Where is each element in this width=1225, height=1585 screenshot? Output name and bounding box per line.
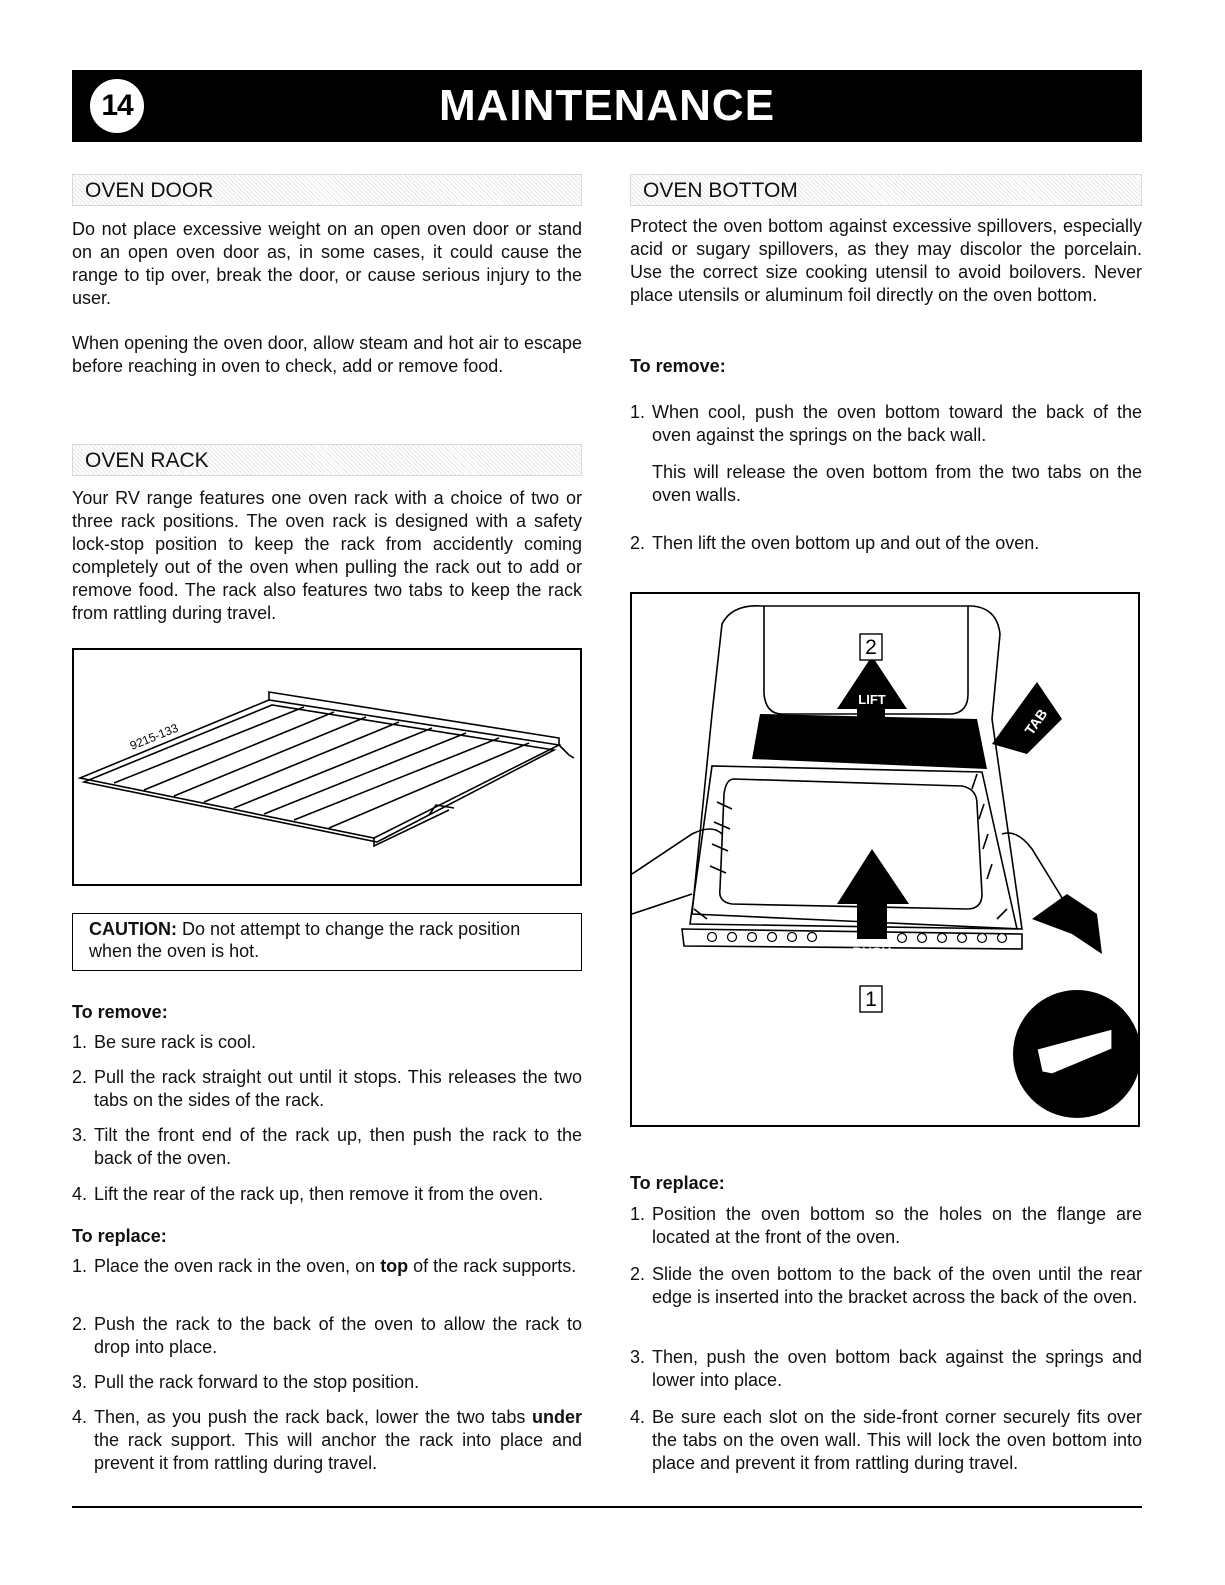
- page-header-banner: [72, 70, 1142, 142]
- list-item: 1. Position the oven bottom so the holes on the flange are located at the front of the oven.: [630, 1204, 1142, 1247]
- oven-door-heading: OVEN DOOR: [72, 174, 582, 206]
- figure-step-2-label: 2: [865, 636, 877, 659]
- lift-label: LIFT: [858, 692, 886, 707]
- list-item: 4. Then, as you push the rack back, lower the two tabs under the rack support. This will anchor the rack into place and prevent it from rattling during travel.: [72, 1407, 582, 1473]
- push-label: PUSH: [852, 944, 892, 960]
- oven-rack-illustration: [74, 650, 580, 884]
- bottom-remove-heading: To remove:: [630, 356, 726, 376]
- tab-label: TAB: [1021, 705, 1051, 738]
- oven-rack-paragraph: Your RV range features one oven rack with a choice of two or three rack positions. The oven rack is designed with a safety lock-stop position to keep the rack from accidently coming completely out of the oven when pulling the rack out to add or remove food. The rack also features two tabs to keep the rack from rattling during travel.: [72, 488, 582, 623]
- list-item: 2. Then lift the oven bottom up and out of the oven.: [630, 533, 1040, 553]
- caution-label: CAUTION:: [89, 919, 177, 939]
- oven-bottom-figure: [630, 592, 1140, 1127]
- list-item: 2. Pull the rack straight out until it stops. This releases the two tabs on the sides of the rack.: [72, 1067, 582, 1110]
- bottom-replace-heading: To replace:: [630, 1173, 725, 1193]
- list-item: 3. Tilt the front end of the rack up, then push the rack to the back of the oven.: [72, 1125, 582, 1168]
- oven-door-paragraph-2: When opening the oven door, allow steam and hot air to escape before reaching in oven to check, add or remove food.: [72, 333, 582, 376]
- list-item: 4. Lift the rear of the rack up, then remove it from the oven.: [72, 1184, 544, 1204]
- list-item: 1. When cool, push the oven bottom toward the back of the oven against the springs on the back wall.: [630, 402, 1142, 445]
- list-item: 4. Be sure each slot on the side-front corner securely fits over the tabs on the oven wall. This will lock the oven bottom into place and prevent it from rattling during travel.: [630, 1407, 1142, 1473]
- list-item: 2. Slide the oven bottom to the back of the oven until the rear edge is inserted into the bracket across the back of the oven.: [630, 1264, 1142, 1307]
- oven-bottom-illustration: [632, 594, 1138, 1125]
- page-title: MAINTENANCE: [438, 81, 776, 130]
- list-item: 2. Push the rack to the back of the oven to allow the rack to drop into place.: [72, 1314, 582, 1357]
- list-item-note: This will release the oven bottom from the two tabs on the oven walls.: [652, 462, 1142, 505]
- oven-bottom-paragraph: Protect the oven bottom against excessive spillovers, especially acid or sugary spillovers, as they may discolor the porcelain. Use the correct size cooking utensil to avoid boilovers. Never place utensils or aluminum foil directly on the oven bottom.: [630, 216, 1142, 305]
- page-number-badge: 14: [90, 79, 144, 133]
- list-item: 3. Pull the rack forward to the stop position.: [72, 1372, 420, 1392]
- list-item: 3. Then, push the oven bottom back against the springs and lower into place.: [630, 1347, 1142, 1390]
- footer-rule: [72, 1506, 1142, 1508]
- oven-bottom-heading: OVEN BOTTOM: [630, 174, 1142, 206]
- oven-rack-heading: OVEN RACK: [72, 444, 582, 476]
- caution-text: Do not attempt to change the rack position when the oven is hot.: [89, 919, 521, 961]
- rack-remove-heading: To remove:: [72, 1002, 168, 1022]
- list-item: 1. Be sure rack is cool.: [72, 1032, 257, 1052]
- rack-part-number: 9215-133: [127, 720, 181, 753]
- caution-box: [72, 913, 582, 971]
- figure-step-1-label: 1: [865, 988, 877, 1011]
- list-item: 1. Place the oven rack in the oven, on top of the rack supports.: [72, 1256, 577, 1276]
- oven-door-paragraph-1: Do not place excessive weight on an open oven door or stand on an open oven door as, in some cases, it could cause the range to tip over, break the door, or cause serious injury to the user.: [72, 219, 582, 308]
- rack-replace-heading: To replace:: [72, 1226, 167, 1246]
- oven-rack-figure: [72, 648, 582, 886]
